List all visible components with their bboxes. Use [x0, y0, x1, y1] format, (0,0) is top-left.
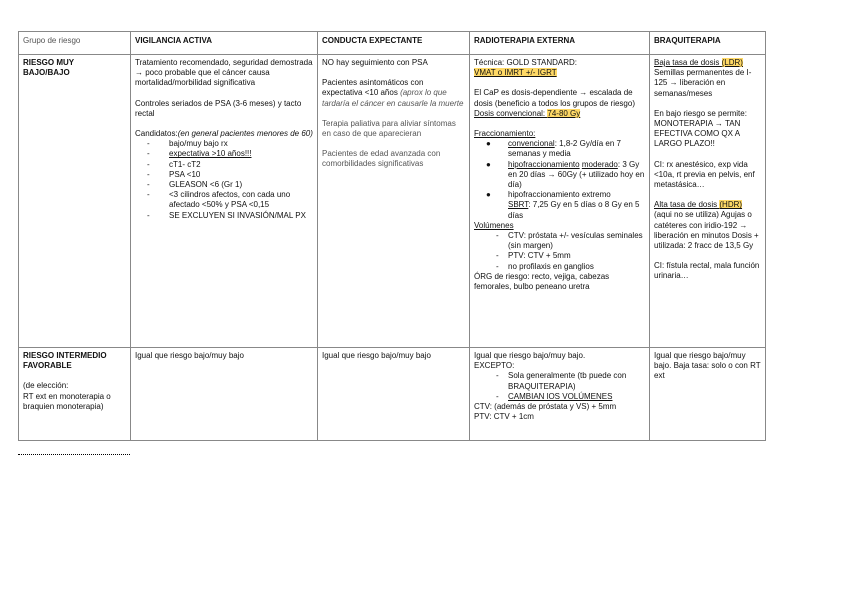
- rt-cell-intermedio: Igual que riesgo bajo/muy bajo. EXCEPTO: - Sola generalmente (tb puede con BRAQUITERAPIA) - CAMBIAN lOS VOLÚMENES CTV: (además de próstata y VS) + 5mm PTV: CTV + 1cm: [470, 348, 650, 441]
- header-radioterapia-externa: RADIOTERAPIA EXTERNA: [470, 32, 650, 55]
- risk-treatment-table: [18, 31, 766, 441]
- header-conducta-expectante: CONDUCTA EXPECTANTE: [318, 32, 470, 55]
- ce-cell-muy-bajo: NO hay seguimiento con PSA Pacientes asintomáticos con expectativa <10 años (aprox lo que tardaría el cáncer en causarle la muerte Terapia paliativa para aliviar síntomas en caso de que aparecieran Pacientes de edad avanzada con comorbilidades significativas: [318, 55, 470, 348]
- va-cell-muy-bajo: Tratamiento recomendado, seguridad demostrada → poco probable que el cáncer causa mortalidad/morbilidad significativa Controles seriados de PSA (3-6 meses) y tacto rectal Candidatos:(en general pacientes menores de 60) - bajo/muy bajo rx - expectativa >10 años!!! - cT1- cT2 - PSA <10 - GLEASON <6 (Gr 1) - <3 cilindros afectos, con cada uno afectado <50% y PSA <0,15 - SE EXCLUYEN SI INVASIÓN/MAL PX: [131, 55, 318, 348]
- table-row-intermedio-favorable: [19, 348, 766, 441]
- header-grupo-riesgo: Grupo de riesgo: [19, 32, 131, 55]
- group-cell-muy-bajo: RIESGO MUY BAJO/BAJO: [19, 55, 131, 348]
- header-braquiterapia: BRAQUITERAPIA: [650, 32, 766, 55]
- table-row-muy-bajo-bajo: [19, 55, 766, 348]
- va-cell-intermedio: Igual que riesgo bajo/muy bajo: [131, 348, 318, 441]
- ce-cell-intermedio: Igual que riesgo bajo/muy bajo: [318, 348, 470, 441]
- bq-cell-intermedio: Igual que riesgo bajo/muy bajo. Baja tasa: solo o con RT ext: [650, 348, 766, 441]
- header-row: [19, 32, 766, 55]
- dotted-divider: [18, 454, 130, 455]
- bq-cell-muy-bajo: Baja tasa de dosis (LDR) Semillas permanentes de I-125 → liberación en semanas/meses En bajo riesgo se permite: MONOTERAPIA → TAN EFECTIVA COMO QX A LARGO PLAZO!! CI: rx anestésico, exp vida <10a, rt previa en pelvis, enf metastásica… Alta tasa de dosis (HDR) (aqui no se utiliza) Agujas o catéteres con iridio-192 → liberación en minutos Dosis + utilizada: 2 fracc de 13,5 Gy CI: fístula rectal, mala función urinaria…: [650, 55, 766, 348]
- group-cell-intermedio: RIESGO INTERMEDIO FAVORABLE (de elección: RT ext en monoterapia o braquien monoterapia): [19, 348, 131, 441]
- rt-cell-muy-bajo: Técnica: GOLD STANDARD: VMAT o IMRT +/- IGRT El CaP es dosis-dependiente → escalada de dosis (beneficio a todos los grupos de riesgo) Dosis convencional: 74-80 Gy Fraccionamiento: ● convencional: 1,8-2 Gy/día en 7 semanas y media ● hipofraccionamiento moderado: 3 Gy en 20 días → 60Gy (+ utilizado hoy en día) ● hipofraccionamiento extremo SBRT: 7,25 Gy en 5 días o 8 Gy en 5 días Volúmenes - CTV: próstata +/- vesículas seminales (sin margen) - PTV: CTV + 5mm - no profilaxis en ganglios ÓRG de riesgo: recto, vejiga, cabezas femorales, bulbo peneano uretra: [470, 55, 650, 348]
- header-vigilancia-activa: VIGILANCIA ACTIVA: [131, 32, 318, 55]
